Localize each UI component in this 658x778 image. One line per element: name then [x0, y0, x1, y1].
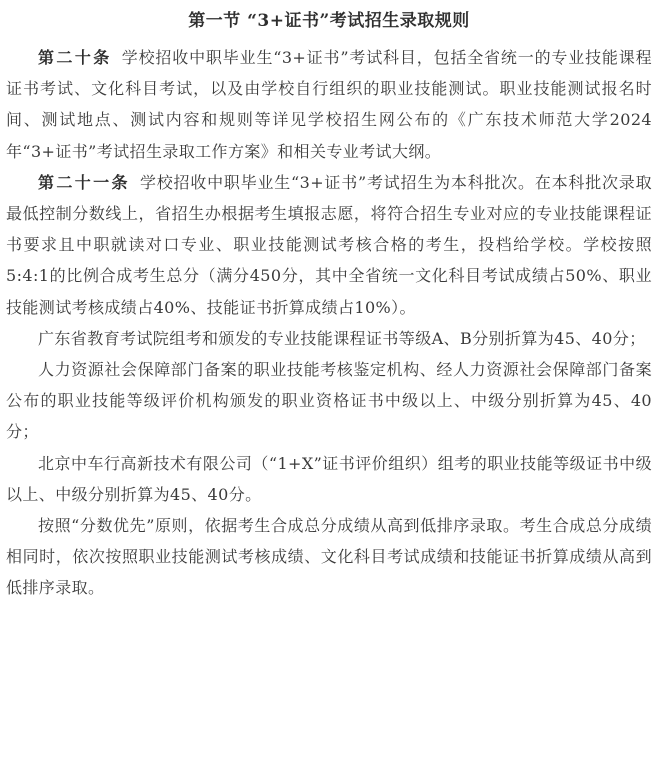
article-20-label: 第二十条 [38, 48, 112, 67]
section-title: 第一节 “3+证书”考试招生录取规则 [188, 11, 470, 31]
article-20-paragraph [6, 42, 652, 167]
vocational-qualification-paragraph: 人力资源社会保障部门备案的职业技能考核鉴定机构、经人力资源社会保障部门备案公布的职业技能等级评价机构颁发的职业资格证书中级以上、中级分别折算为45、40分； [6, 360, 652, 442]
article-21-label: 第二十一条 [38, 172, 130, 192]
ranking-rule-paragraph: 按照“分数优先”原则，依据考生合成总分成绩从高到低排序录取。考生合成总分成绩相同时，依次按照职业技能测试考核成绩、文化科目考试成绩和技能证书折算成绩从高到低排序录取。 [6, 516, 652, 598]
article-21-text: 学校招收中职毕业生“3+证书”考试招生为本科批次。在本科批次录取最低控制分数线上，省招生办根据考生填报志愿，将符合招生专业对应的专业技能课程证书要求且中职就读对口专业、职业技能测试考核合格的考生，投档给学校。学校按照5:4:1的比例合成考生总分（满分450分，其中全省统一文化科目考试成绩占50%、职业技能测试考核成绩占40%、技能证书折算成绩占10%）。 [6, 172, 652, 317]
certificate-ab-paragraph: 广东省教育考试院组考和颁发的专业技能课程证书等级A、B分别折算为45、40分； [38, 328, 646, 348]
article-20-text: 学校招收中职毕业生“3+证书”考试科目，包括全省统一的专业技能课程证书考试、文化科目考试，以及由学校自行组织的职业技能测试。职业技能测试报名时间、测试地点、测试内容和规则等详见学校招生网公布的《广东技术师范大学2024年“3+证书”考试招生录取工作方案》和相关专业考试大纲。 [6, 48, 652, 161]
one-plus-x-paragraph: 北京中车行高新技术有限公司（“1+X”证书评价组织）组考的职业技能等级证书中级以上、中级分别折算为45、40分。 [6, 453, 652, 504]
article-21-paragraph [6, 167, 652, 323]
